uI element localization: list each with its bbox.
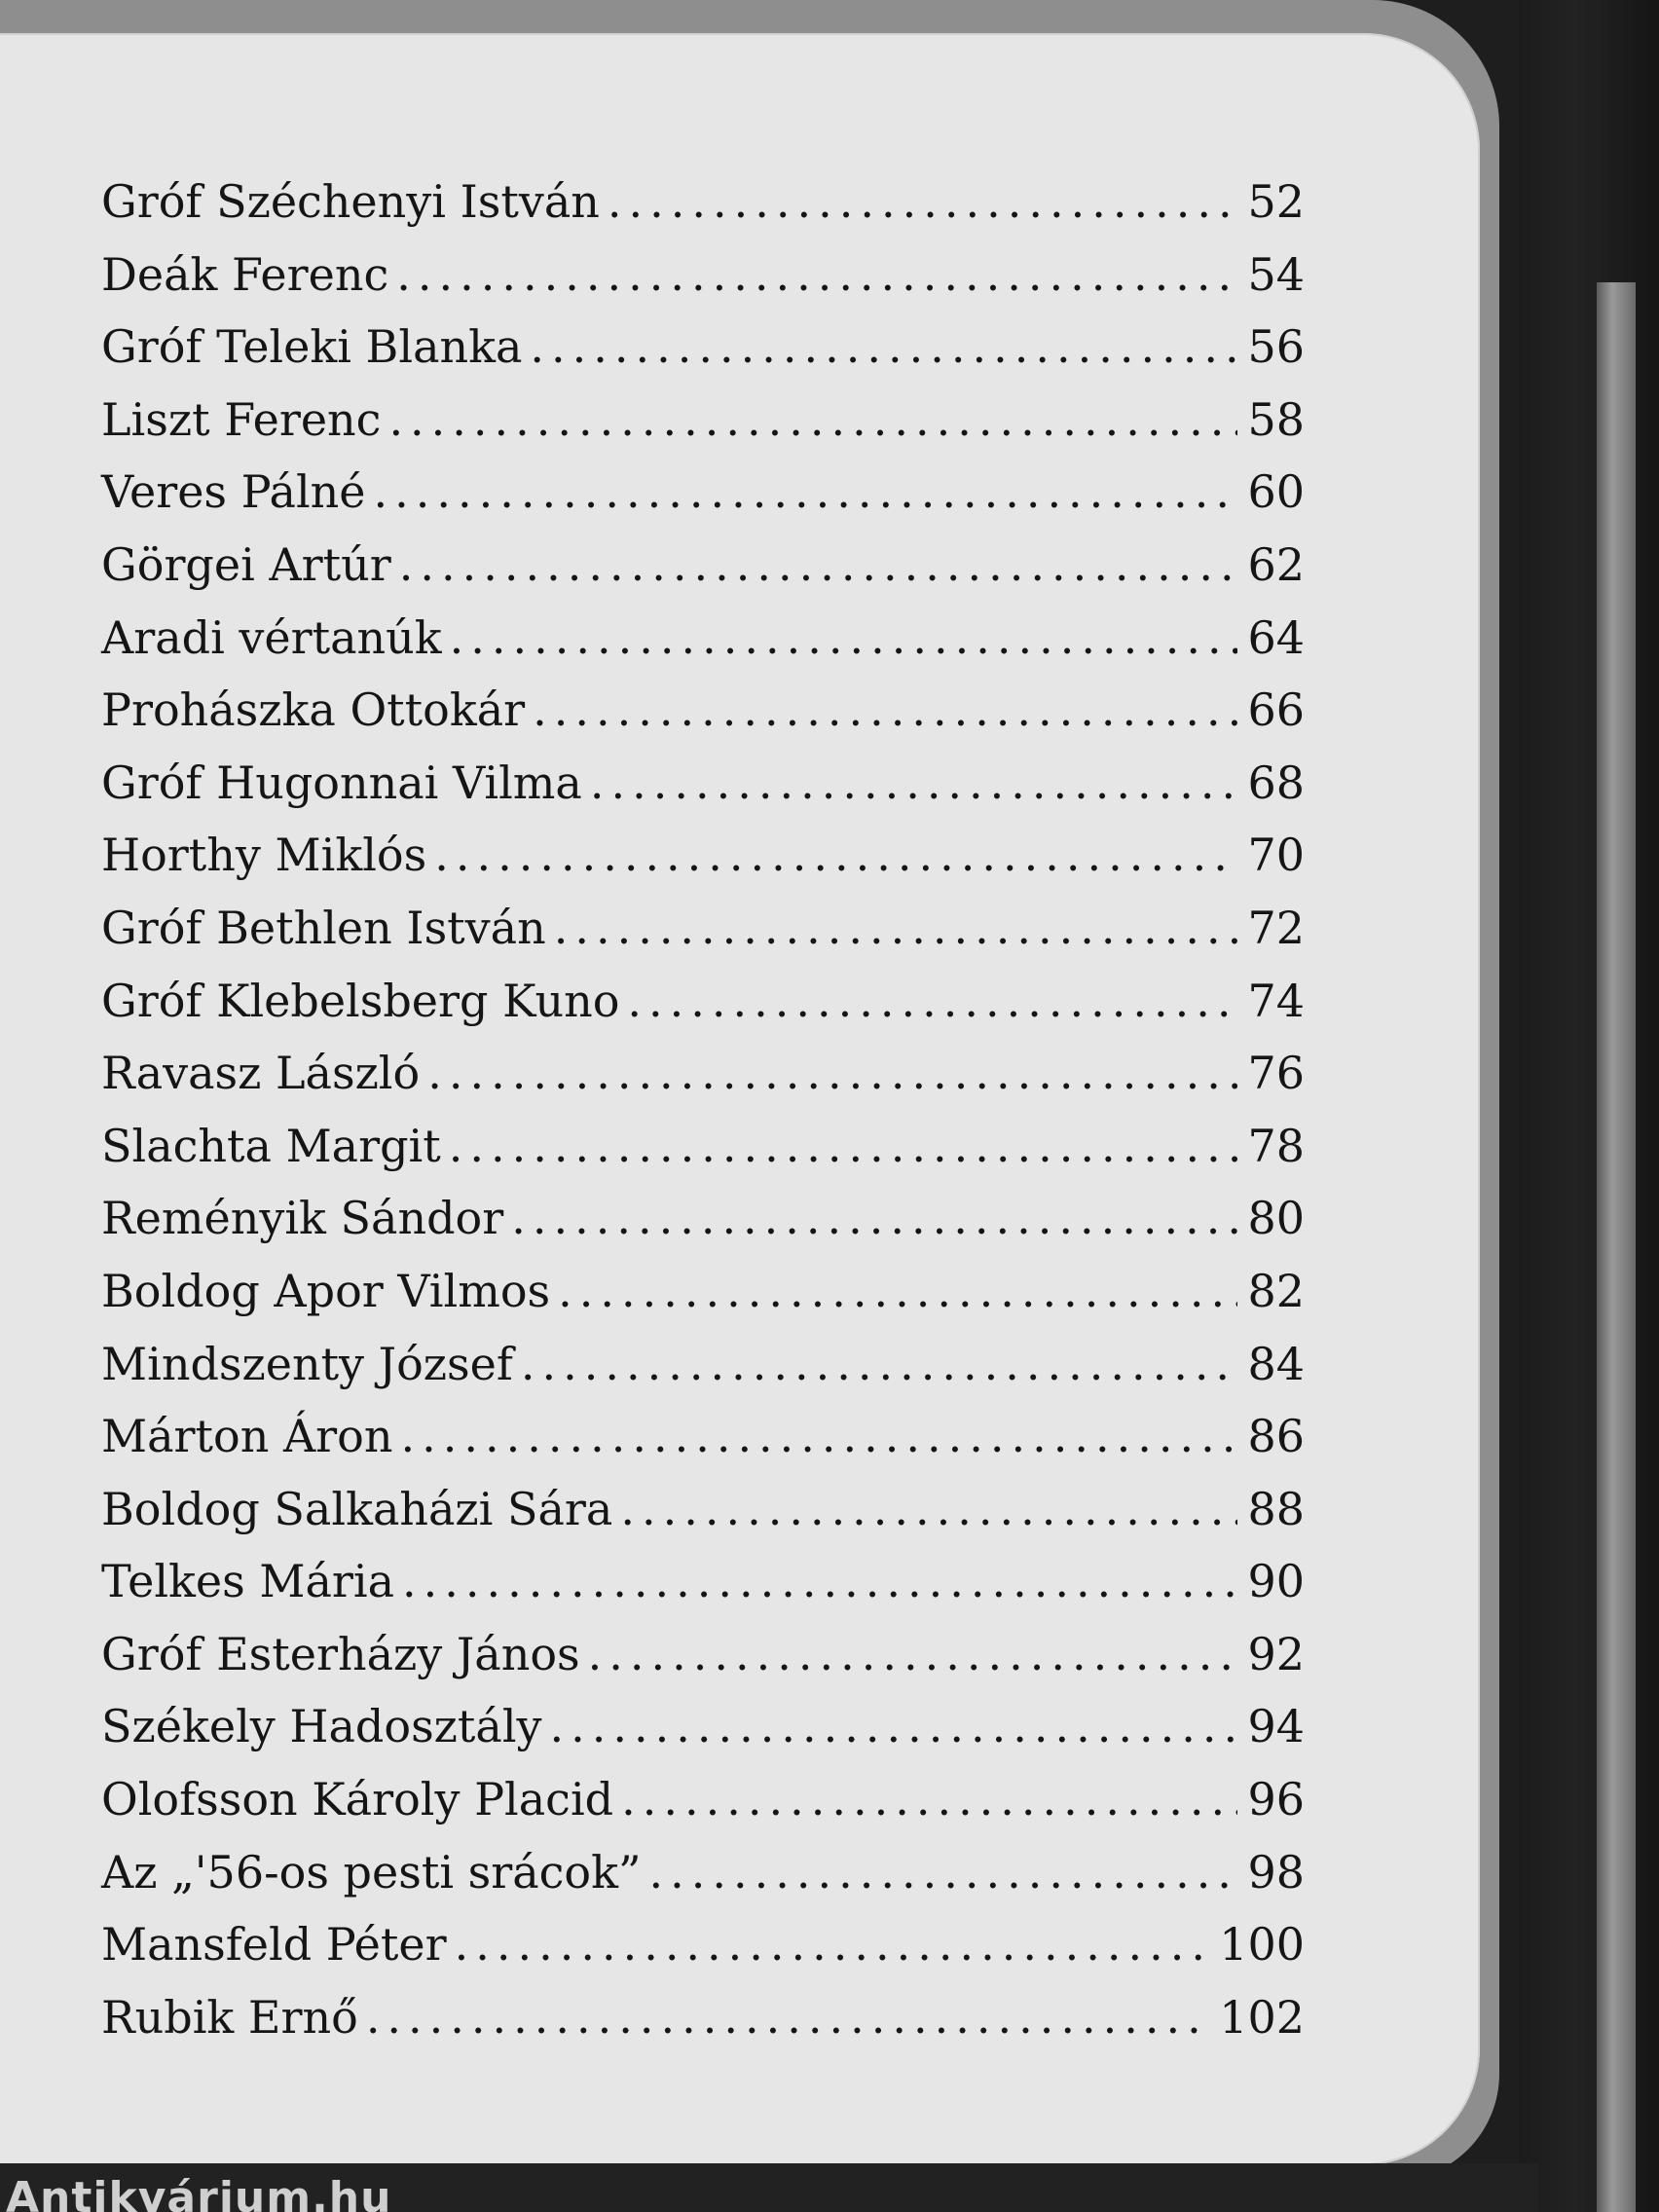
dot-leader xyxy=(396,248,1237,301)
dot-leader xyxy=(533,683,1237,736)
toc-entry-title: Slachta Margit xyxy=(101,1119,441,1172)
toc-entry-page-number: 72 xyxy=(1247,901,1305,954)
toc-entry-page-number: 84 xyxy=(1247,1337,1305,1390)
toc-entry-title: Reményik Sándor xyxy=(101,1192,504,1245)
dot-leader xyxy=(621,1773,1237,1825)
toc-entry-title: Boldog Salkaházi Sára xyxy=(101,1482,613,1535)
toc-entry xyxy=(101,1265,1305,1338)
toc-entry-page-number: 56 xyxy=(1247,320,1305,374)
toc-entry-title: Gróf Klebelsberg Kuno xyxy=(101,974,620,1027)
toc-entry-page-number: 98 xyxy=(1247,1845,1305,1899)
dark-backdrop xyxy=(1519,0,1659,2212)
toc-entry-title: Liszt Ferenc xyxy=(101,392,382,446)
toc-entry-title: Székely Hadosztály xyxy=(101,1700,542,1753)
dot-leader xyxy=(608,175,1238,228)
dot-leader xyxy=(530,320,1237,373)
toc-entry-title: Görgei Artúr xyxy=(101,537,391,591)
toc-entry xyxy=(101,538,1305,611)
dot-leader xyxy=(521,1338,1238,1390)
toc-entry-title: Telkes Mária xyxy=(101,1555,395,1608)
toc-entry xyxy=(101,1410,1305,1483)
dot-leader xyxy=(620,1483,1237,1535)
toc-entry-title: Boldog Apor Vilmos xyxy=(101,1264,551,1317)
dot-leader xyxy=(588,1628,1238,1680)
dot-leader xyxy=(402,1555,1237,1607)
toc-entry xyxy=(101,175,1305,248)
dot-leader xyxy=(427,1047,1237,1099)
dot-leader xyxy=(627,975,1237,1027)
toc-entry-title: Márton Áron xyxy=(101,1410,393,1463)
toc-entry xyxy=(101,1120,1305,1193)
toc-entry-page-number: 78 xyxy=(1247,1119,1305,1172)
toc-entry xyxy=(101,1338,1305,1411)
toc-entry-title: Gróf Széchenyi István xyxy=(101,175,600,228)
toc-entry-page-number: 82 xyxy=(1247,1264,1305,1317)
toc-entry-title: Mansfeld Péter xyxy=(101,1918,447,1972)
dot-leader xyxy=(366,1991,1209,2044)
toc-entry xyxy=(101,1483,1305,1556)
toc-entry xyxy=(101,1628,1305,1701)
toc-entry xyxy=(101,248,1305,321)
toc-entry-page-number: 92 xyxy=(1247,1627,1305,1680)
toc-entry-title: Prohászka Ottokár xyxy=(101,683,526,737)
toc-entry xyxy=(101,1918,1305,1991)
dot-leader xyxy=(449,1120,1238,1172)
toc-entry-page-number: 64 xyxy=(1247,610,1305,664)
toc-entry xyxy=(101,683,1305,756)
dot-leader xyxy=(649,1846,1238,1899)
toc-entry-title: Gróf Bethlen István xyxy=(101,901,546,954)
dot-leader xyxy=(550,1700,1238,1752)
toc-entry xyxy=(101,1773,1305,1846)
dot-leader xyxy=(399,538,1238,591)
toc-entry-page-number: 88 xyxy=(1247,1482,1305,1535)
toc-entry-page-number: 62 xyxy=(1247,537,1305,591)
dot-leader xyxy=(434,829,1237,881)
toc-entry xyxy=(101,320,1305,393)
toc-entry-title: Veres Pálné xyxy=(101,465,366,519)
toc-entry xyxy=(101,1991,1305,2064)
dot-leader xyxy=(511,1192,1237,1244)
book-edge-strip xyxy=(1597,282,1636,2212)
toc-entry-page-number: 68 xyxy=(1247,756,1305,809)
toc-entry-page-number: 90 xyxy=(1247,1555,1305,1608)
table-of-contents xyxy=(101,175,1305,2063)
toc-entry xyxy=(101,975,1305,1048)
toc-entry xyxy=(101,1846,1305,1919)
toc-entry-page-number: 86 xyxy=(1247,1410,1305,1463)
toc-entry-title: Mindszenty József xyxy=(101,1337,513,1390)
toc-entry-page-number: 58 xyxy=(1247,392,1305,446)
toc-entry-page-number: 96 xyxy=(1247,1773,1305,1826)
dot-leader xyxy=(554,902,1238,954)
toc-entry xyxy=(101,1047,1305,1120)
dot-leader xyxy=(388,393,1237,446)
toc-entry-page-number: 76 xyxy=(1247,1047,1305,1100)
toc-entry xyxy=(101,1192,1305,1265)
toc-entry-title: Rubik Ernő xyxy=(101,1990,358,2044)
toc-entry-title: Az „'56-os pesti srácok” xyxy=(101,1845,642,1899)
toc-entry xyxy=(101,902,1305,975)
toc-entry-title: Horthy Miklós xyxy=(101,829,427,882)
dot-leader xyxy=(450,611,1238,664)
toc-entry xyxy=(101,393,1305,466)
toc-entry-title: Deák Ferenc xyxy=(101,247,389,301)
toc-entry-title: Gróf Esterházy János xyxy=(101,1627,580,1680)
dot-leader xyxy=(590,756,1238,809)
toc-entry xyxy=(101,465,1305,538)
toc-entry-page-number: 60 xyxy=(1247,465,1305,519)
toc-entry-page-number: 94 xyxy=(1247,1700,1305,1753)
toc-entry-page-number: 52 xyxy=(1247,175,1305,228)
toc-entry-title: Olofsson Károly Placid xyxy=(101,1773,614,1826)
toc-entry-page-number: 54 xyxy=(1247,247,1305,301)
dot-leader xyxy=(374,465,1238,518)
toc-entry-page-number: 66 xyxy=(1247,683,1305,737)
toc-entry xyxy=(101,829,1305,902)
toc-entry-title: Ravasz László xyxy=(101,1047,421,1100)
toc-entry-title: Gróf Hugonnai Vilma xyxy=(101,756,582,809)
dot-leader xyxy=(455,1918,1210,1971)
watermark-text: Antikvárium.hu xyxy=(6,2173,392,2212)
toc-entry-page-number: 70 xyxy=(1247,829,1305,882)
toc-entry-page-number: 102 xyxy=(1219,1990,1305,2044)
dot-leader xyxy=(400,1410,1237,1462)
toc-entry-title: Aradi vértanúk xyxy=(101,610,442,664)
toc-entry-page-number: 74 xyxy=(1247,974,1305,1027)
toc-entry xyxy=(101,1700,1305,1773)
dot-leader xyxy=(558,1265,1237,1317)
toc-entry xyxy=(101,756,1305,830)
toc-entry xyxy=(101,1555,1305,1628)
toc-entry-page-number: 80 xyxy=(1247,1192,1305,1245)
toc-entry-page-number: 100 xyxy=(1219,1918,1305,1972)
toc-entry xyxy=(101,611,1305,684)
toc-entry-title: Gróf Teleki Blanka xyxy=(101,320,523,374)
